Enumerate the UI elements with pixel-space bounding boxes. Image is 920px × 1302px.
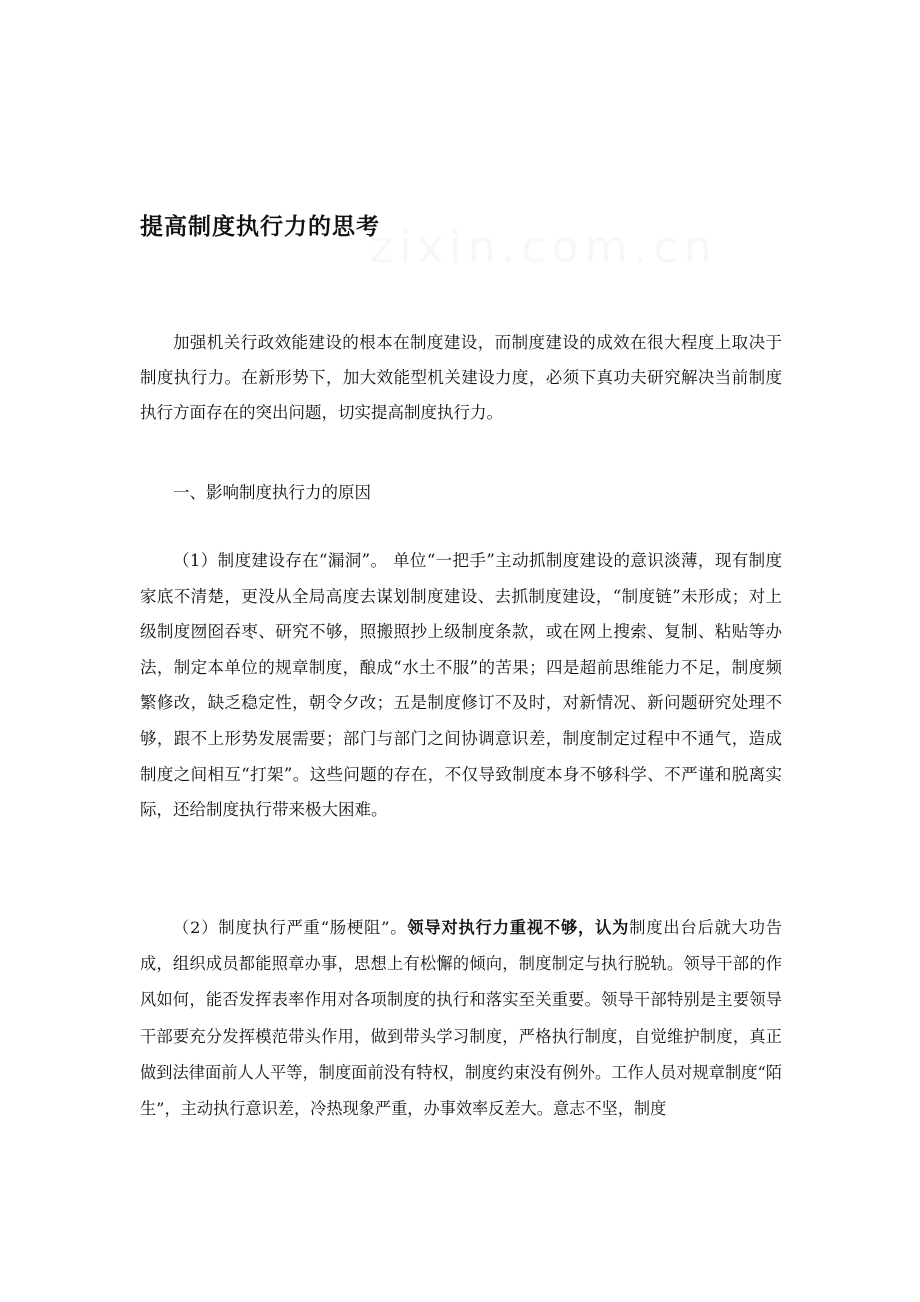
document-title: 提高制度执行力的思考 <box>140 213 380 240</box>
section-heading: 一、影响制度执行力的原因 <box>173 483 371 502</box>
watermark: zixin.com.cn <box>370 222 718 273</box>
intro-paragraph: 加强机关行政效能建设的根本在制度建设，而制度建设的成效在很大程度上取决于制度执行力。在新形势下，加大效能型机关建设力度，必须下真功夫研究解决当前制度执行方面存在的突出问题，切实提高制度执行力。 <box>140 333 782 422</box>
point-2-rest: 制度出台后就大功告成，组织成员都能照章办事，思想上有松懈的倾向，制度制定与执行脱轨。领导干部的作风如何，能否发挥表率作用对各项制度的执行和落实至关重要。领导干部特别是主要领导干部要充分发挥模范带头作用，做到带头学习制度，严格执行制度，自觉维护制度，真正做到法律面前人人平等，制度面前没有特权，制度约束没有例外。工作人员对规章制度“陌生”，主动执行意识差，冷热现象严重，办事效率反差大。意志不坚，制度 <box>140 918 783 1119</box>
point-2-paragraph <box>140 910 782 1127</box>
point-2-bold-text: 领导对执行力重视不够，认为 <box>407 918 630 937</box>
point-1-paragraph: （1）制度建设存在“漏洞”。 单位“一把手”主动抓制度建设的意识淡薄，现有制度家底不清楚，更没从全局高度去谋划制度建设、去抓制度建设，“制度链”未形成；对上级制度囫囵吞枣、研究不够，照搬照抄上级制度条款，或在网上搜索、复制、粘贴等办法，制定本单位的规章制度，酿成“水土不服”的苦果；四是超前思维能力不足，制度频繁修改，缺乏稳定性，朝令夕改；五是制度修订不及时，对新情况、新问题研究处理不够，跟不上形势发展需要；部门与部门之间协调意识差，制度制定过程中不通气，造成制度之间相互“打架”。这些问题的存在，不仅导致制度本身不够科学、不严谨和脱离实际，还给制度执行带来极大困难。 <box>140 551 782 820</box>
point-2-lead: （2）制度执行严重“肠梗阻”。 <box>173 918 408 937</box>
